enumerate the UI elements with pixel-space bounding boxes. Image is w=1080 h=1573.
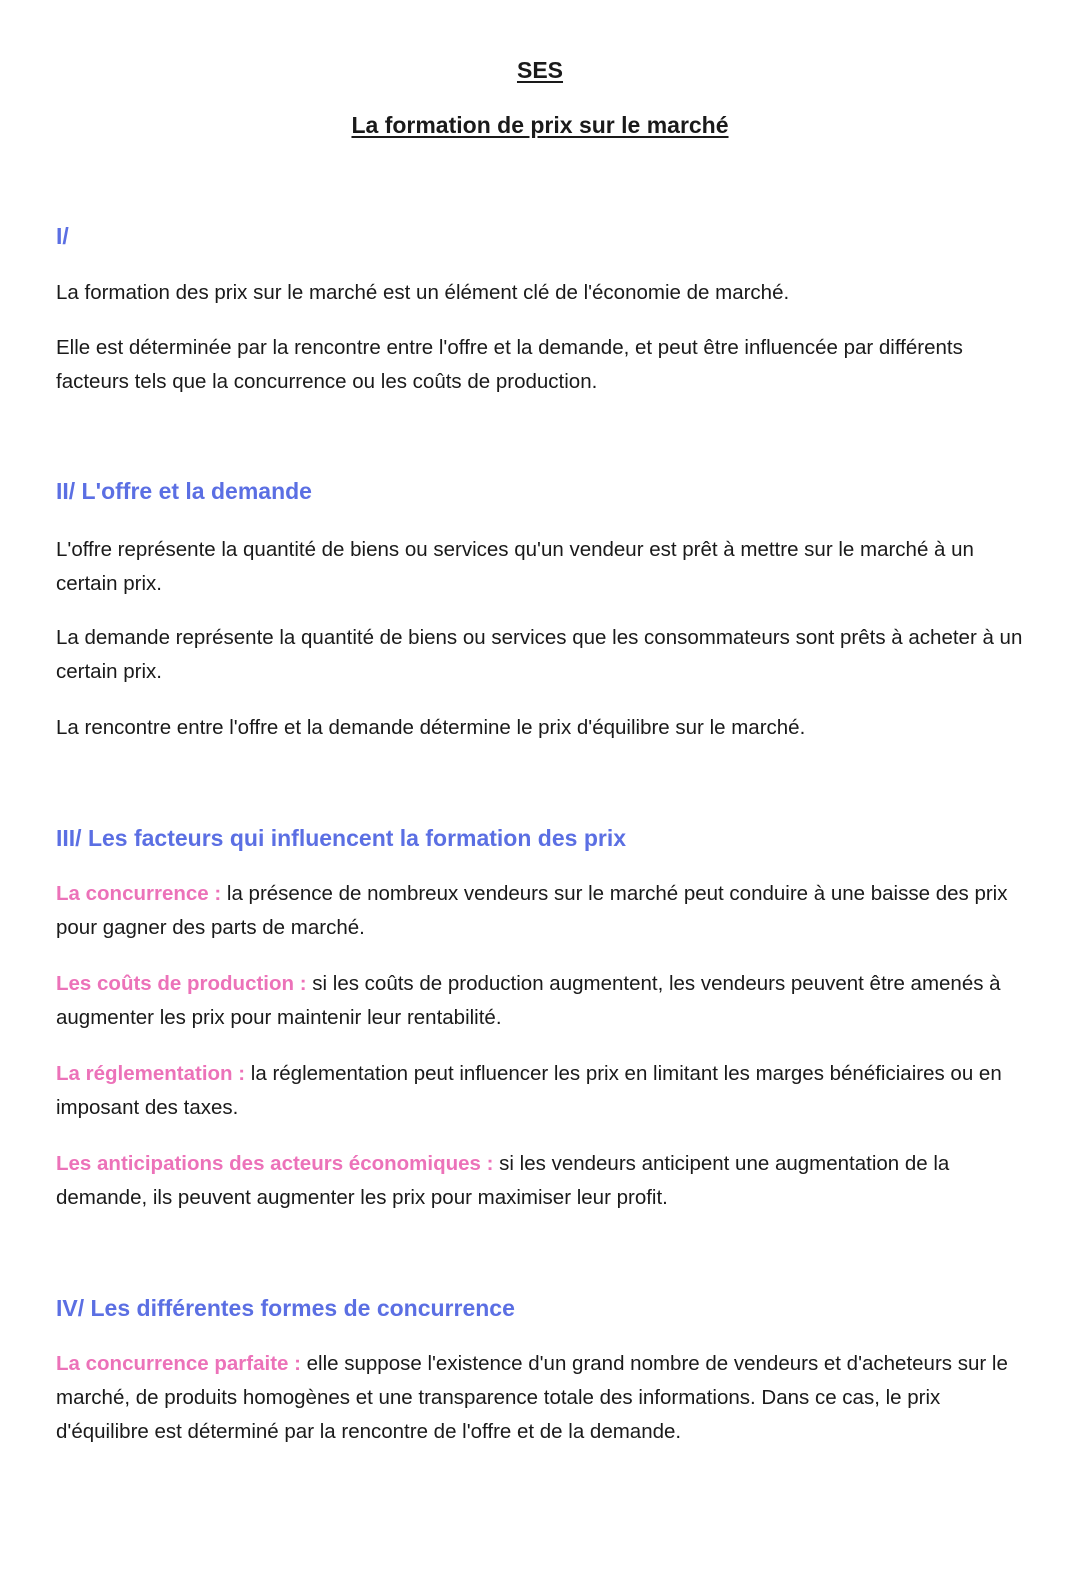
definition: si les coûts de production augmentent, les vendeurs peuvent être amenés à augmenter les prix pour maintenir leur rentabilité. xyxy=(56,972,1001,1029)
term: La réglementation : xyxy=(56,1062,246,1085)
list-item xyxy=(56,1147,1031,1215)
paragraph: La formation des prix sur le marché est un élément clé de l'économie de marché. xyxy=(56,281,790,304)
subject-title: SES xyxy=(516,57,564,83)
term: La concurrence parfaite : xyxy=(56,1352,301,1375)
term: La concurrence : xyxy=(56,882,222,905)
section-4-heading: IV/ Les différentes formes de concurrence xyxy=(56,1295,515,1321)
paragraph: La rencontre entre l'offre et la demande détermine le prix d'équilibre sur le marché. xyxy=(56,716,806,739)
paragraph: L'offre représente la quantité de biens ou services qu'un vendeur est prêt à mettre sur le marché à un certain prix. xyxy=(56,538,974,595)
definition: la présence de nombreux vendeurs sur le marché peut conduire à une baisse des prix pour gagner des parts de marché. xyxy=(56,882,1008,939)
section-1-heading: I/ xyxy=(56,223,69,249)
section-3-heading: III/ Les facteurs qui influencent la formation des prix xyxy=(56,825,627,851)
definition: elle suppose l'existence d'un grand nombre de vendeurs et d'acheteurs sur le marché, de produits homogènes et une transparence totale des informations. Dans ce cas, le prix d'équilibre est déterminé par la rencontre de l'offre et de la demande. xyxy=(56,1352,1008,1443)
term: Les anticipations des acteurs économiques : xyxy=(56,1152,494,1175)
definition: la réglementation peut influencer les prix en limitant les marges bénéficiaires ou en imposant des taxes. xyxy=(56,1062,1002,1119)
definition: si les vendeurs anticipent une augmentation de la demande, ils peuvent augmenter les prix pour maximiser leur profit. xyxy=(56,1152,950,1209)
term: Les coûts de production : xyxy=(56,972,307,995)
list-item xyxy=(56,1347,1031,1449)
paragraph: Elle est déterminée par la rencontre entre l'offre et la demande, et peut être influencée par différents facteurs tels que la concurrence ou les coûts de production. xyxy=(56,336,963,393)
section-2-heading: II/ L'offre et la demande xyxy=(56,478,312,504)
paragraph: La demande représente la quantité de biens ou services que les consommateurs sont prêts à acheter à un certain prix. xyxy=(56,626,1023,683)
list-item xyxy=(56,877,1031,945)
list-item xyxy=(56,1057,1031,1125)
list-item xyxy=(56,967,1031,1035)
page-title: La formation de prix sur le marché xyxy=(351,112,729,138)
